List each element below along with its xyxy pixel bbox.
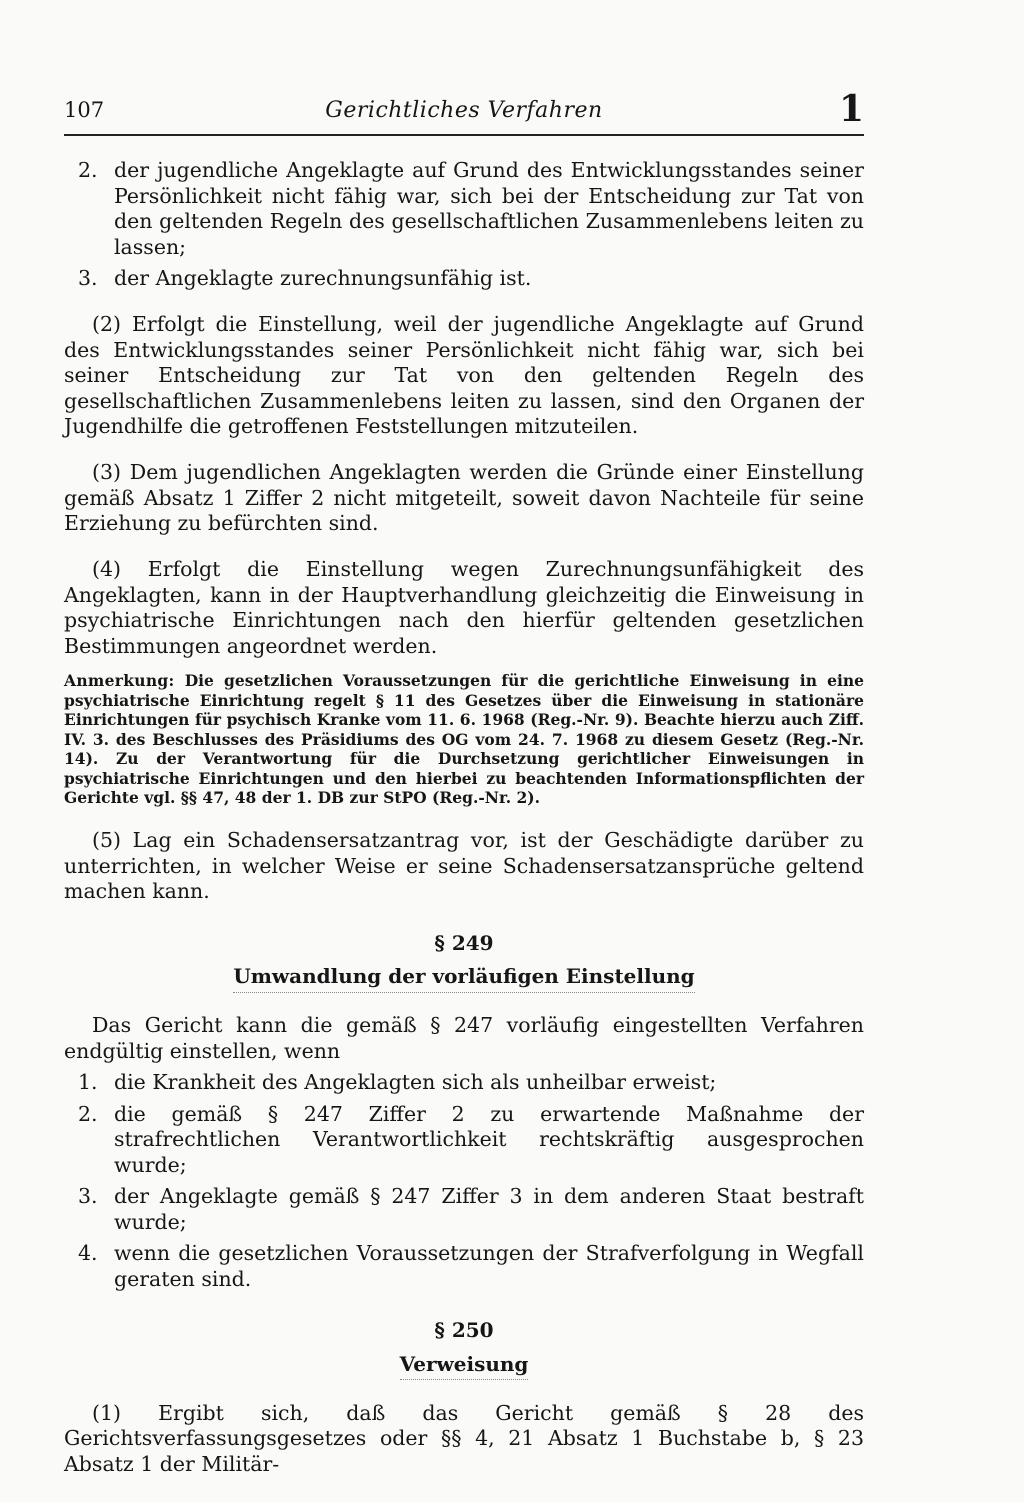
- list-item: [64, 1184, 864, 1235]
- list-item-text: der jugendliche Angeklagte auf Grund des Entwicklungsstandes seiner Persönlichkeit nicht fähig war, sich bei der Entscheidung zur Tat von den geltenden Regeln des gesellschaftlichen Zusammenlebens leiten zu lassen;: [114, 158, 864, 259]
- paragraph-4: (4) Erfolgt die Einstellung wegen Zurechnungsunfähigkeit des Angeklagten, kann in der Hauptverhandlung gleichzeitig die Einweisung in psychiatrische Einrichtungen nach den hierfür geltenden gesetzlichen Bestimmungen angeordnet werden.: [64, 557, 864, 658]
- section-249-heading-text: Umwandlung der vorläufigen Einstellung: [233, 964, 694, 993]
- page-header: [64, 88, 864, 132]
- list-item-text: der Angeklagte gemäß § 247 Ziffer 3 in dem anderen Staat bestraft wurde;: [114, 1184, 864, 1234]
- note-label: Anmerkung:: [64, 671, 175, 690]
- annotation-note: [64, 671, 864, 808]
- list-item: [64, 158, 864, 260]
- section-250-paragraph-1: (1) Ergibt sich, daß das Gericht gemäß § 28 des Gerichtsverfassungsgesetzes oder §§ 4, 21 Absatz 1 Buchstabe b, § 23 Absatz 1 der Militär-: [64, 1400, 864, 1476]
- section-250-number: § 250: [434, 1318, 494, 1342]
- section-249-number: § 249: [434, 930, 494, 955]
- list-item-number: 1.: [78, 1070, 98, 1094]
- list-item: [64, 266, 864, 292]
- note-text: Die gesetzlichen Voraussetzungen für die gerichtliche Einweisung in eine psychiatrische Einrichtung regelt § 11 des Gesetzes über die Einweisung in stationäre Einrichtungen für psychisch Kranke vom 11. 6. 1968 (Reg.-Nr. 9). Beachte hierzu auch Ziff. IV. 3. des Beschlusses des Präsidiums des OG vom 24. 7. 1968 zu diesem Gesetz (Reg.-Nr. 14). Zu der Verantwortung für die Durchsetzung gerichtlicher Einweisungen in psychiatrische Einrichtungen und den hierbei zu beachtenden Informationspflichten der Gerichte vgl. §§ 47, 48 der 1. DB zur StPO (Reg.-Nr. 2).: [64, 671, 864, 807]
- chapter-number: 1: [838, 88, 864, 130]
- section-250-heading-text: Verweisung: [400, 1352, 529, 1381]
- section-250-heading: [64, 1352, 864, 1381]
- list-item-number: 3.: [78, 1184, 98, 1208]
- list-item-text: die Krankheit des Angeklagten sich als unheilbar erweist;: [114, 1070, 717, 1094]
- header-rule: [64, 134, 864, 136]
- page-number: 107: [64, 98, 105, 122]
- section-249-heading: [64, 964, 864, 993]
- section-249-intro: Das Gericht kann die gemäß § 247 vorläufig eingestellten Verfahren endgültig einstellen, wenn: [64, 1013, 864, 1063]
- list-item: [64, 1070, 864, 1096]
- paragraph-5: (5) Lag ein Schadensersatzantrag vor, ist der Geschädigte darüber zu unterrichten, in welcher Weise er seine Schadensersatzansprüche geltend machen kann.: [64, 828, 864, 903]
- list-item-number: 2.: [78, 158, 98, 182]
- list-item: [64, 1241, 864, 1292]
- list-item-text: wenn die gesetzlichen Voraussetzungen der Strafverfolgung in Wegfall geraten sind.: [114, 1241, 864, 1291]
- paragraph-2: (2) Erfolgt die Einstellung, weil der jugendliche Angeklagte auf Grund des Entwicklungsstandes seiner Persönlichkeit nicht fähig war, sich bei seiner Entscheidung zur Tat von den geltenden Regeln des gesellschaftlichen Zusammenlebens leiten zu lassen, sind den Organen der Jugendhilfe die getroffenen Feststellungen mitzuteilen.: [64, 312, 864, 438]
- list-item-number: 3.: [78, 266, 98, 290]
- list-item-number: 2.: [78, 1101, 98, 1126]
- list-item: [64, 1102, 864, 1179]
- running-title: Gerichtliches Verfahren: [325, 98, 603, 123]
- paragraph-3: (3) Dem jugendlichen Angeklagten werden die Gründe einer Einstellung gemäß Absatz 1 Ziffer 2 nicht mitgeteilt, soweit davon Nachteile für seine Erziehung zu befürchten sind.: [64, 460, 864, 535]
- list-item-number: 4.: [78, 1241, 98, 1265]
- list-item-text: der Angeklagte zurechnungsunfähig ist.: [114, 266, 532, 290]
- list-item-text: die gemäß § 247 Ziffer 2 zu erwartende Maßnahme der strafrechtlichen Verantwortlichkeit rechtskräftig ausgesprochen wurde;: [114, 1101, 864, 1177]
- page-content: [64, 158, 864, 1483]
